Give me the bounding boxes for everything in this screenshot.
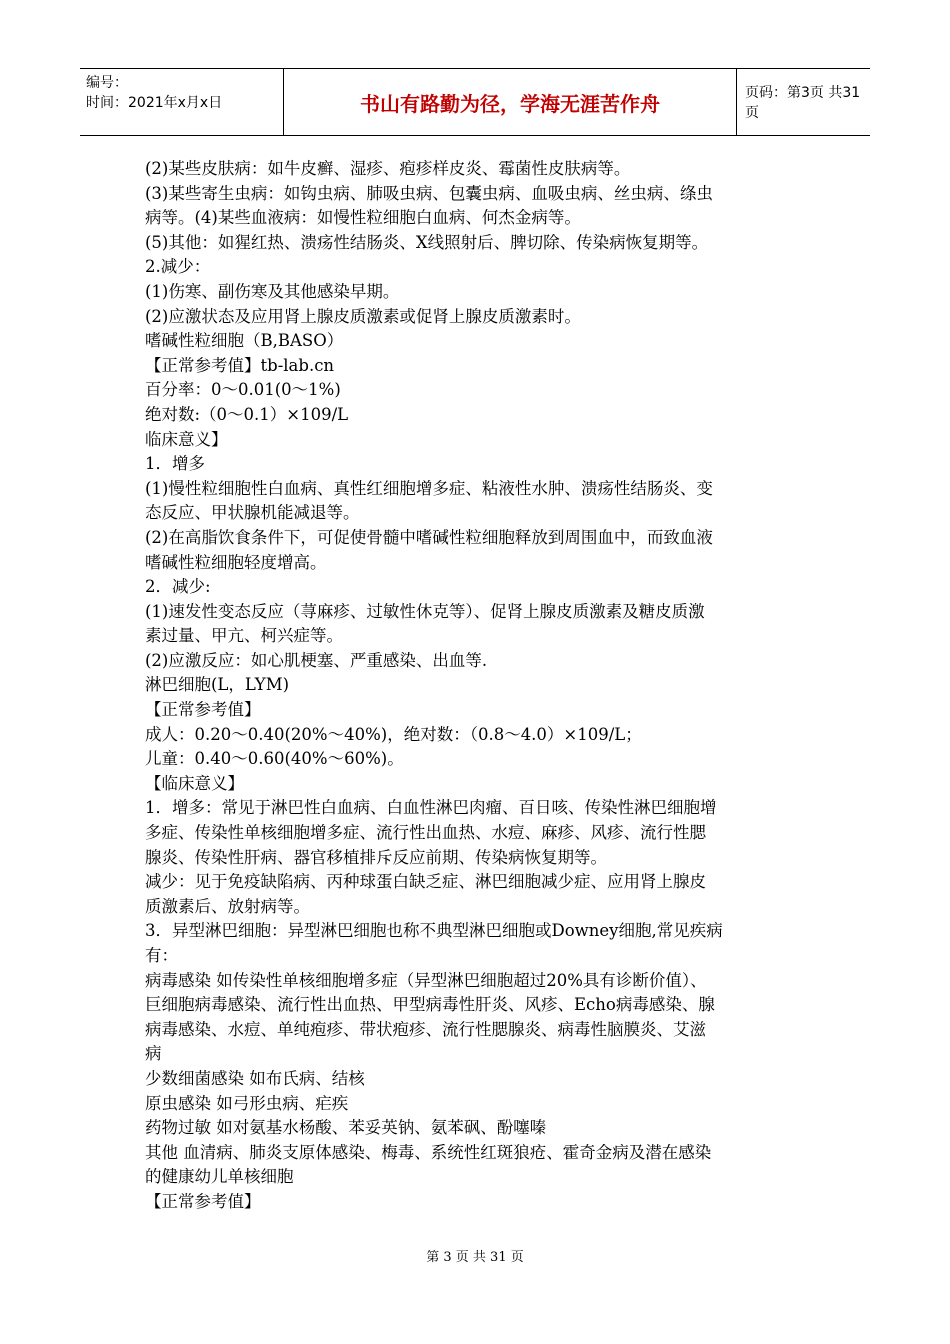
body-text-line: 1．增多 <box>145 454 205 474</box>
body-text-line: 有： <box>145 946 178 965</box>
body-text-line: (5)其他：如猩红热、溃疡性结肠炎、X线照射后、脾切除、传染病恢复期等。 <box>145 232 709 252</box>
body-text-line: 药物过敏 如对氨基水杨酸、苯妥英钠、氨苯砜、酚噻嗪 <box>145 1118 547 1138</box>
body-text-line: 质激素后、放射病等。 <box>145 896 310 916</box>
body-text-line: (3)某些寄生虫病：如钩虫病、肺吸虫病、包囊虫病、血吸虫病、丝虫病、绦虫 <box>145 183 713 203</box>
body-text-line: 绝对数:（0～0.1）×109/L <box>145 404 349 424</box>
body-text-line: (2)在高脂饮食条件下，可促使骨髓中嗜碱性粒细胞释放到周围血中，而致血液 <box>145 527 713 547</box>
body-text-line: 多症、传染性单核细胞增多症、流行性出血热、水痘、麻疹、风疹、流行性腮 <box>145 823 706 843</box>
body-text-line: 素过量、甲亢、柯兴症等。 <box>145 626 343 646</box>
body-text-line: 成人：0.20～0.40(20%～40%)，绝对数：（0.8～4.0）×109/L； <box>145 724 642 744</box>
body-text-line: 病毒感染、水痘、单纯疱疹、带状疱疹、流行性腮腺炎、病毒性脑膜炎、艾滋 <box>145 1019 706 1039</box>
body-text-line: 2.减少： <box>145 257 211 277</box>
body-text-line: 嗜碱性粒细胞（B,BASO） <box>145 331 344 351</box>
document-body <box>145 157 815 1215</box>
body-text-line: 儿童：0.40～0.60(40%～60%)。 <box>145 749 404 769</box>
document-date: 时间：2021年x月x日 <box>86 95 223 111</box>
body-text-line: 态反应、甲状腺机能减退等。 <box>145 503 360 523</box>
body-text-line: 【正常参考值】tb-lab.cn <box>145 355 335 375</box>
body-text-line: 病毒感染 如传染性单核细胞增多症（异型淋巴细胞超过20%具有诊断价值）、 <box>145 970 707 990</box>
body-text-line: 病等。(4)某些血液病：如慢性粒细胞白血病、何杰金病等。 <box>145 208 581 228</box>
page-header <box>80 68 870 136</box>
body-text-line: 病 <box>145 1044 162 1064</box>
body-text-line: 少数细菌感染 如布氏病、结核 <box>145 1068 365 1088</box>
page-footer: 第 3 页 共 31 页 <box>426 1250 524 1265</box>
body-text-line: 巨细胞病毒感染、流行性出血热、甲型病毒性肝炎、风疹、Echo病毒感染、腺 <box>145 995 715 1015</box>
body-text-line: (1)速发性变态反应（荨麻疹、过敏性休克等）、促肾上腺皮质激素及糖皮质激 <box>145 601 705 621</box>
body-text-line: 1．增多：常见于淋巴性白血病、白血性淋巴肉瘤、百日咳、传染性淋巴细胞增 <box>145 798 717 818</box>
header-meta <box>80 69 283 135</box>
body-text-line: 3．异型淋巴细胞：异型淋巴细胞也称不典型淋巴细胞或Downey细胞,常见疾病 <box>145 921 723 941</box>
body-text-line: (1)慢性粒细胞性白血病、真性红细胞增多症、粘液性水肿、溃疡性结肠炎、变 <box>145 478 713 498</box>
body-text-line: (2)应激状态及应用肾上腺皮质激素或促肾上腺皮质激素时。 <box>145 306 581 326</box>
body-text-line: 临床意义】 <box>145 429 228 449</box>
body-text-line: 减少：见于免疫缺陷病、丙种球蛋白缺乏症、淋巴细胞减少症、应用肾上腺皮 <box>145 872 706 892</box>
body-text-line: 的健康幼儿单核细胞 <box>145 1167 294 1187</box>
body-text-line: 淋巴细胞(L，LYM) <box>145 675 290 695</box>
document-number-label: 编号： <box>86 75 128 91</box>
body-text-line: 【临床意义】 <box>145 773 244 793</box>
body-text-line: (2)应激反应：如心肌梗塞、严重感染、出血等. <box>145 650 488 670</box>
body-text-line: 【正常参考值】 <box>145 700 261 720</box>
body-text-line: (1)伤寒、副伤寒及其他感染早期。 <box>145 281 400 301</box>
body-text-line: 腺炎、传染性肝病、器官移植排斥反应前期、传染病恢复期等。 <box>145 847 607 867</box>
body-text-line: 2．减少: <box>145 577 211 597</box>
body-text-line: 其他 血清病、肺炎支原体感染、梅毒、系统性红斑狼疮、霍奇金病及潜在感染 <box>145 1142 712 1162</box>
body-text-line: 【正常参考值】 <box>145 1191 261 1211</box>
header-page-info: 页码：第3页 共31页 <box>745 85 861 121</box>
body-text-line: (2)某些皮肤病：如牛皮癣、湿疹、疱疹样皮炎、霉菌性皮肤病等。 <box>145 159 631 178</box>
body-text-line: 嗜碱性粒细胞轻度增高。 <box>145 552 327 572</box>
header-motto: 书山有路勤为径，学海无涯苦作舟 <box>283 69 737 135</box>
body-text-line: 百分率：0～0.01(0～1%) <box>145 380 341 400</box>
body-text-line: 原虫感染 如弓形虫病、疟疾 <box>145 1093 349 1113</box>
